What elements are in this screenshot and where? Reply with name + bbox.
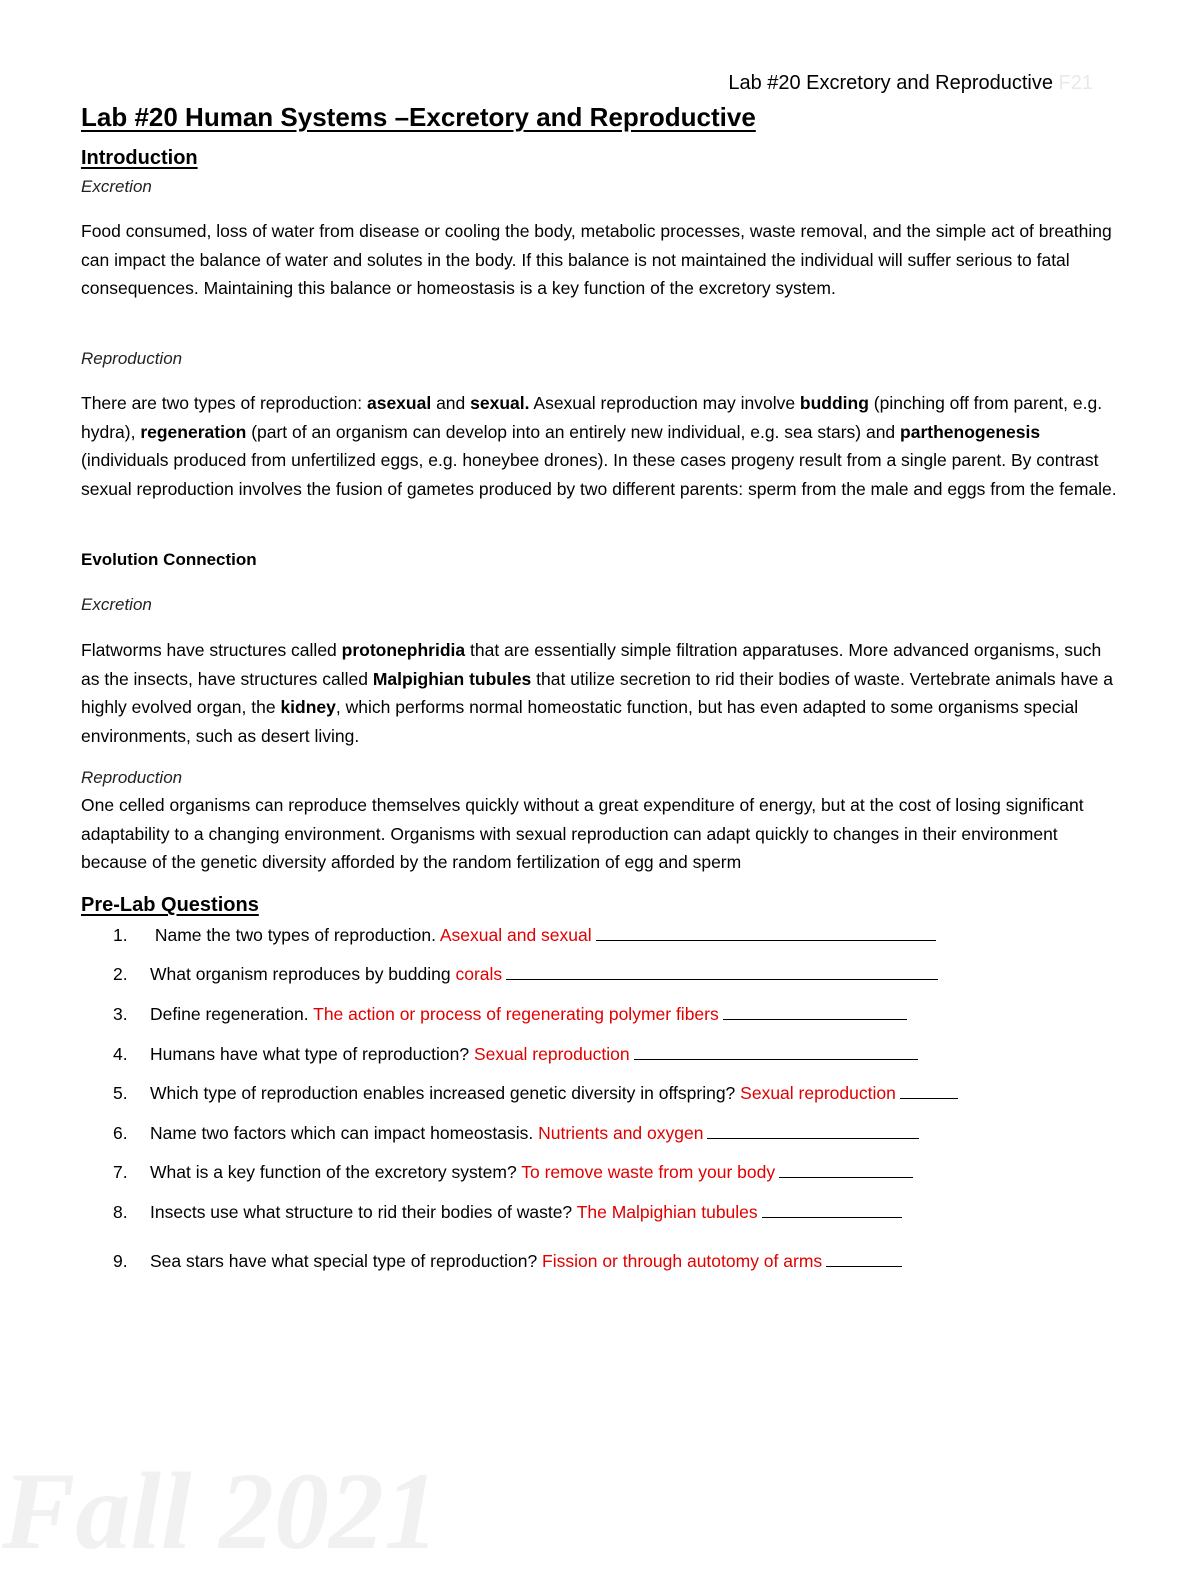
answer-text: The Malpighian tubules <box>572 1202 758 1222</box>
question-number: 3. <box>113 1004 128 1024</box>
answer-text: Sexual reproduction <box>735 1083 896 1103</box>
prelab-question-8 <box>113 1200 902 1223</box>
evolution-excretion-label: Excretion <box>81 595 152 614</box>
answer-blank-line <box>506 962 938 980</box>
answer-blank-line <box>900 1081 958 1099</box>
prelab-question-5 <box>113 1081 958 1104</box>
term-budding: budding <box>799 393 869 413</box>
intro-excretion-label: Excretion <box>81 177 152 196</box>
prelab-question-3 <box>113 1002 907 1025</box>
answer-blank-line <box>779 1160 913 1178</box>
evolution-heading: Evolution Connection <box>81 550 257 569</box>
intro-reproduction-paragraph <box>81 389 1121 503</box>
text-run: (part of an organism can develop into an entirely new individual, e.g. sea stars) and <box>246 421 901 442</box>
question-number: 5. <box>113 1083 128 1103</box>
question-text: Humans have what type of reproduction? <box>150 1044 470 1064</box>
document-title: Lab #20 Human Systems –Excretory and Reproductive <box>81 102 756 132</box>
prelab-question-4 <box>113 1042 918 1065</box>
prelab-question-7 <box>113 1160 913 1183</box>
text-run: and <box>431 393 471 413</box>
term-regeneration: regeneration <box>140 421 247 442</box>
text-run: Asexual reproduction may involve <box>529 393 800 413</box>
text-run: (pinching off from parent, e.g. hydra), <box>81 393 1103 442</box>
text-run: (individuals produced from unfertilized eggs, e.g. honeybee drones). In these cases progeny result from a single parent. By contrast sexual reproduction involves the fusion of gametes produced by two different parents: sperm from the male and eggs from the female. <box>81 450 1117 499</box>
question-number: 7. <box>113 1162 128 1182</box>
text-run: that are essentially simple filtration apparatuses. More advanced organisms, such as the insects, have structures called <box>81 640 1102 689</box>
question-text: Name two factors which can impact homeostasis. <box>150 1123 534 1143</box>
answer-text: Asexual and sexual <box>435 925 592 945</box>
answer-blank-line <box>762 1200 902 1218</box>
question-text: What is a key function of the excretory system? <box>150 1162 517 1182</box>
term-sexual: sexual. <box>470 393 530 413</box>
evolution-excretion-paragraph <box>81 636 1121 750</box>
text-run: Flatworms have structures called <box>81 640 342 660</box>
prelab-question-2 <box>113 962 938 985</box>
answer-text: Sexual reproduction <box>469 1044 630 1064</box>
prelab-question-1 <box>113 923 936 946</box>
evolution-reproduction-paragraph: One celled organisms can reproduce themselves quickly without a great expenditure of energy, but at the cost of losing significant adaptability to a changing environment. Organisms with sexual reproduction can adapt quickly to changes in their environment because of the genetic diversity afforded by the random fertilization of egg and sperm <box>81 795 1084 872</box>
term-parthenogenesis: parthenogenesis <box>900 421 1041 442</box>
answer-blank-line <box>723 1002 907 1020</box>
intro-excretion-paragraph: Food consumed, loss of water from disease or cooling the body, metabolic processes, waste removal, and the simple act of breathing can impact the balance of water and solutes in the body. If this balance is not maintained the individual will suffer serious to fatal consequences. Maintaining this balance or homeostasis is a key function of the excretory system. <box>81 221 1112 298</box>
answer-text: corals <box>450 964 503 984</box>
prelab-heading: Pre-Lab Questions <box>81 894 259 916</box>
question-text: What organism reproduces by budding <box>150 964 451 984</box>
running-header-term: F21 <box>1058 72 1093 94</box>
prelab-question-9 <box>113 1249 902 1272</box>
prelab-question-6 <box>113 1121 919 1144</box>
answer-blank-line <box>826 1249 902 1267</box>
introduction-heading: Introduction <box>81 147 198 169</box>
answer-blank-line <box>707 1121 919 1139</box>
intro-reproduction-label: Reproduction <box>81 349 183 368</box>
question-number: 8. <box>113 1202 128 1222</box>
answer-text: Fission or through autotomy of arms <box>537 1251 823 1271</box>
answer-blank-line <box>596 923 936 941</box>
evolution-reproduction-label: Reproduction <box>81 768 183 787</box>
answer-text: Nutrients and oxygen <box>533 1123 704 1143</box>
question-text: Insects use what structure to rid their bodies of waste? <box>150 1202 573 1222</box>
term-protonephridia: protonephridia <box>341 640 466 660</box>
answer-text: The action or process of regenerating polymer fibers <box>308 1004 719 1024</box>
running-header-title: Lab #20 Excretory and Reproductive <box>728 72 1053 94</box>
running-header <box>728 72 1093 95</box>
question-number: 6. <box>113 1123 128 1143</box>
question-number: 2. <box>113 964 128 984</box>
term-kidney: kidney <box>280 697 336 717</box>
text-run: that utilize secretion to rid their bodies of waste. Vertebrate animals have a highly evolved organ, the <box>81 668 1114 717</box>
question-text: Sea stars have what special type of reproduction? <box>150 1251 538 1271</box>
term-malpighian-tubules: Malpighian tubules <box>372 668 532 689</box>
question-text: Define regeneration. <box>150 1004 309 1024</box>
question-number: 9. <box>113 1251 128 1271</box>
question-number: 4. <box>113 1044 128 1064</box>
answer-blank-line <box>634 1042 918 1060</box>
question-text: Which type of reproduction enables increased genetic diversity in offspring? <box>150 1083 736 1103</box>
text-run: There are two types of reproduction: <box>81 393 367 413</box>
term-asexual: asexual <box>366 393 432 413</box>
answer-text: To remove waste from your body <box>516 1162 776 1182</box>
question-number: 1. <box>113 925 128 945</box>
watermark: Fall 2021 <box>2 1450 439 1572</box>
question-text: Name the two types of reproduction. <box>150 925 436 945</box>
text-run: , which performs normal homeostatic function, but has even adapted to some organisms special environments, such as desert living. <box>81 697 1079 746</box>
